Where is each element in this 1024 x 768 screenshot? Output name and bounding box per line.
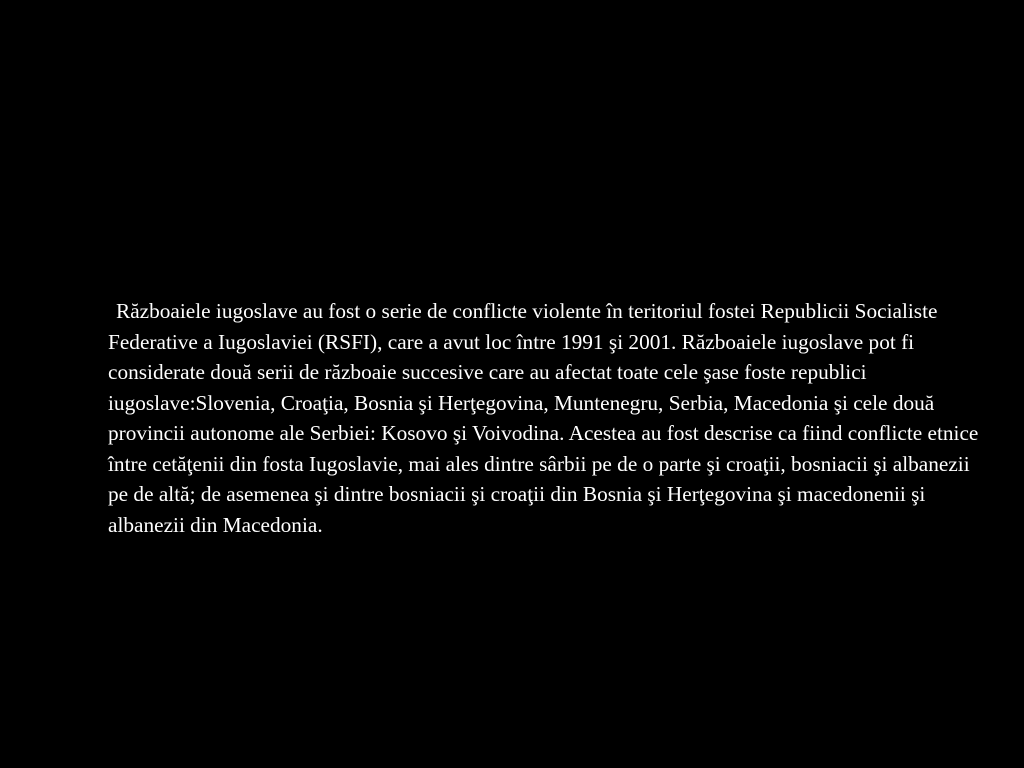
- body-paragraph: Războaiele iugoslave au fost o serie de conflicte violente în teritoriul fostei Republicii Socialiste Federative a Iugoslaviei (RSFI), care a avut loc între 1991 şi 2001. Războaiele iugoslave pot fi considerate două serii de războaie succesive care au afectat toate cele şase foste republici iugoslave:Slovenia, Croaţia, Bosnia şi Herţegovina, Muntenegru, Serbia, Macedonia şi cele două provincii autonome ale Serbiei: Kosovo şi Voivodina. Acestea au fost descrise ca fiind conflicte etnice între cetăţenii din fosta Iugoslavie, mai ales dintre sârbii pe de o parte şi croaţii, bosniacii şi albanezii pe de altă; de asemenea şi dintre bosniacii şi croaţii din Bosnia şi Herţegovina şi macedonenii şi albanezii din Macedonia.: [108, 299, 979, 537]
